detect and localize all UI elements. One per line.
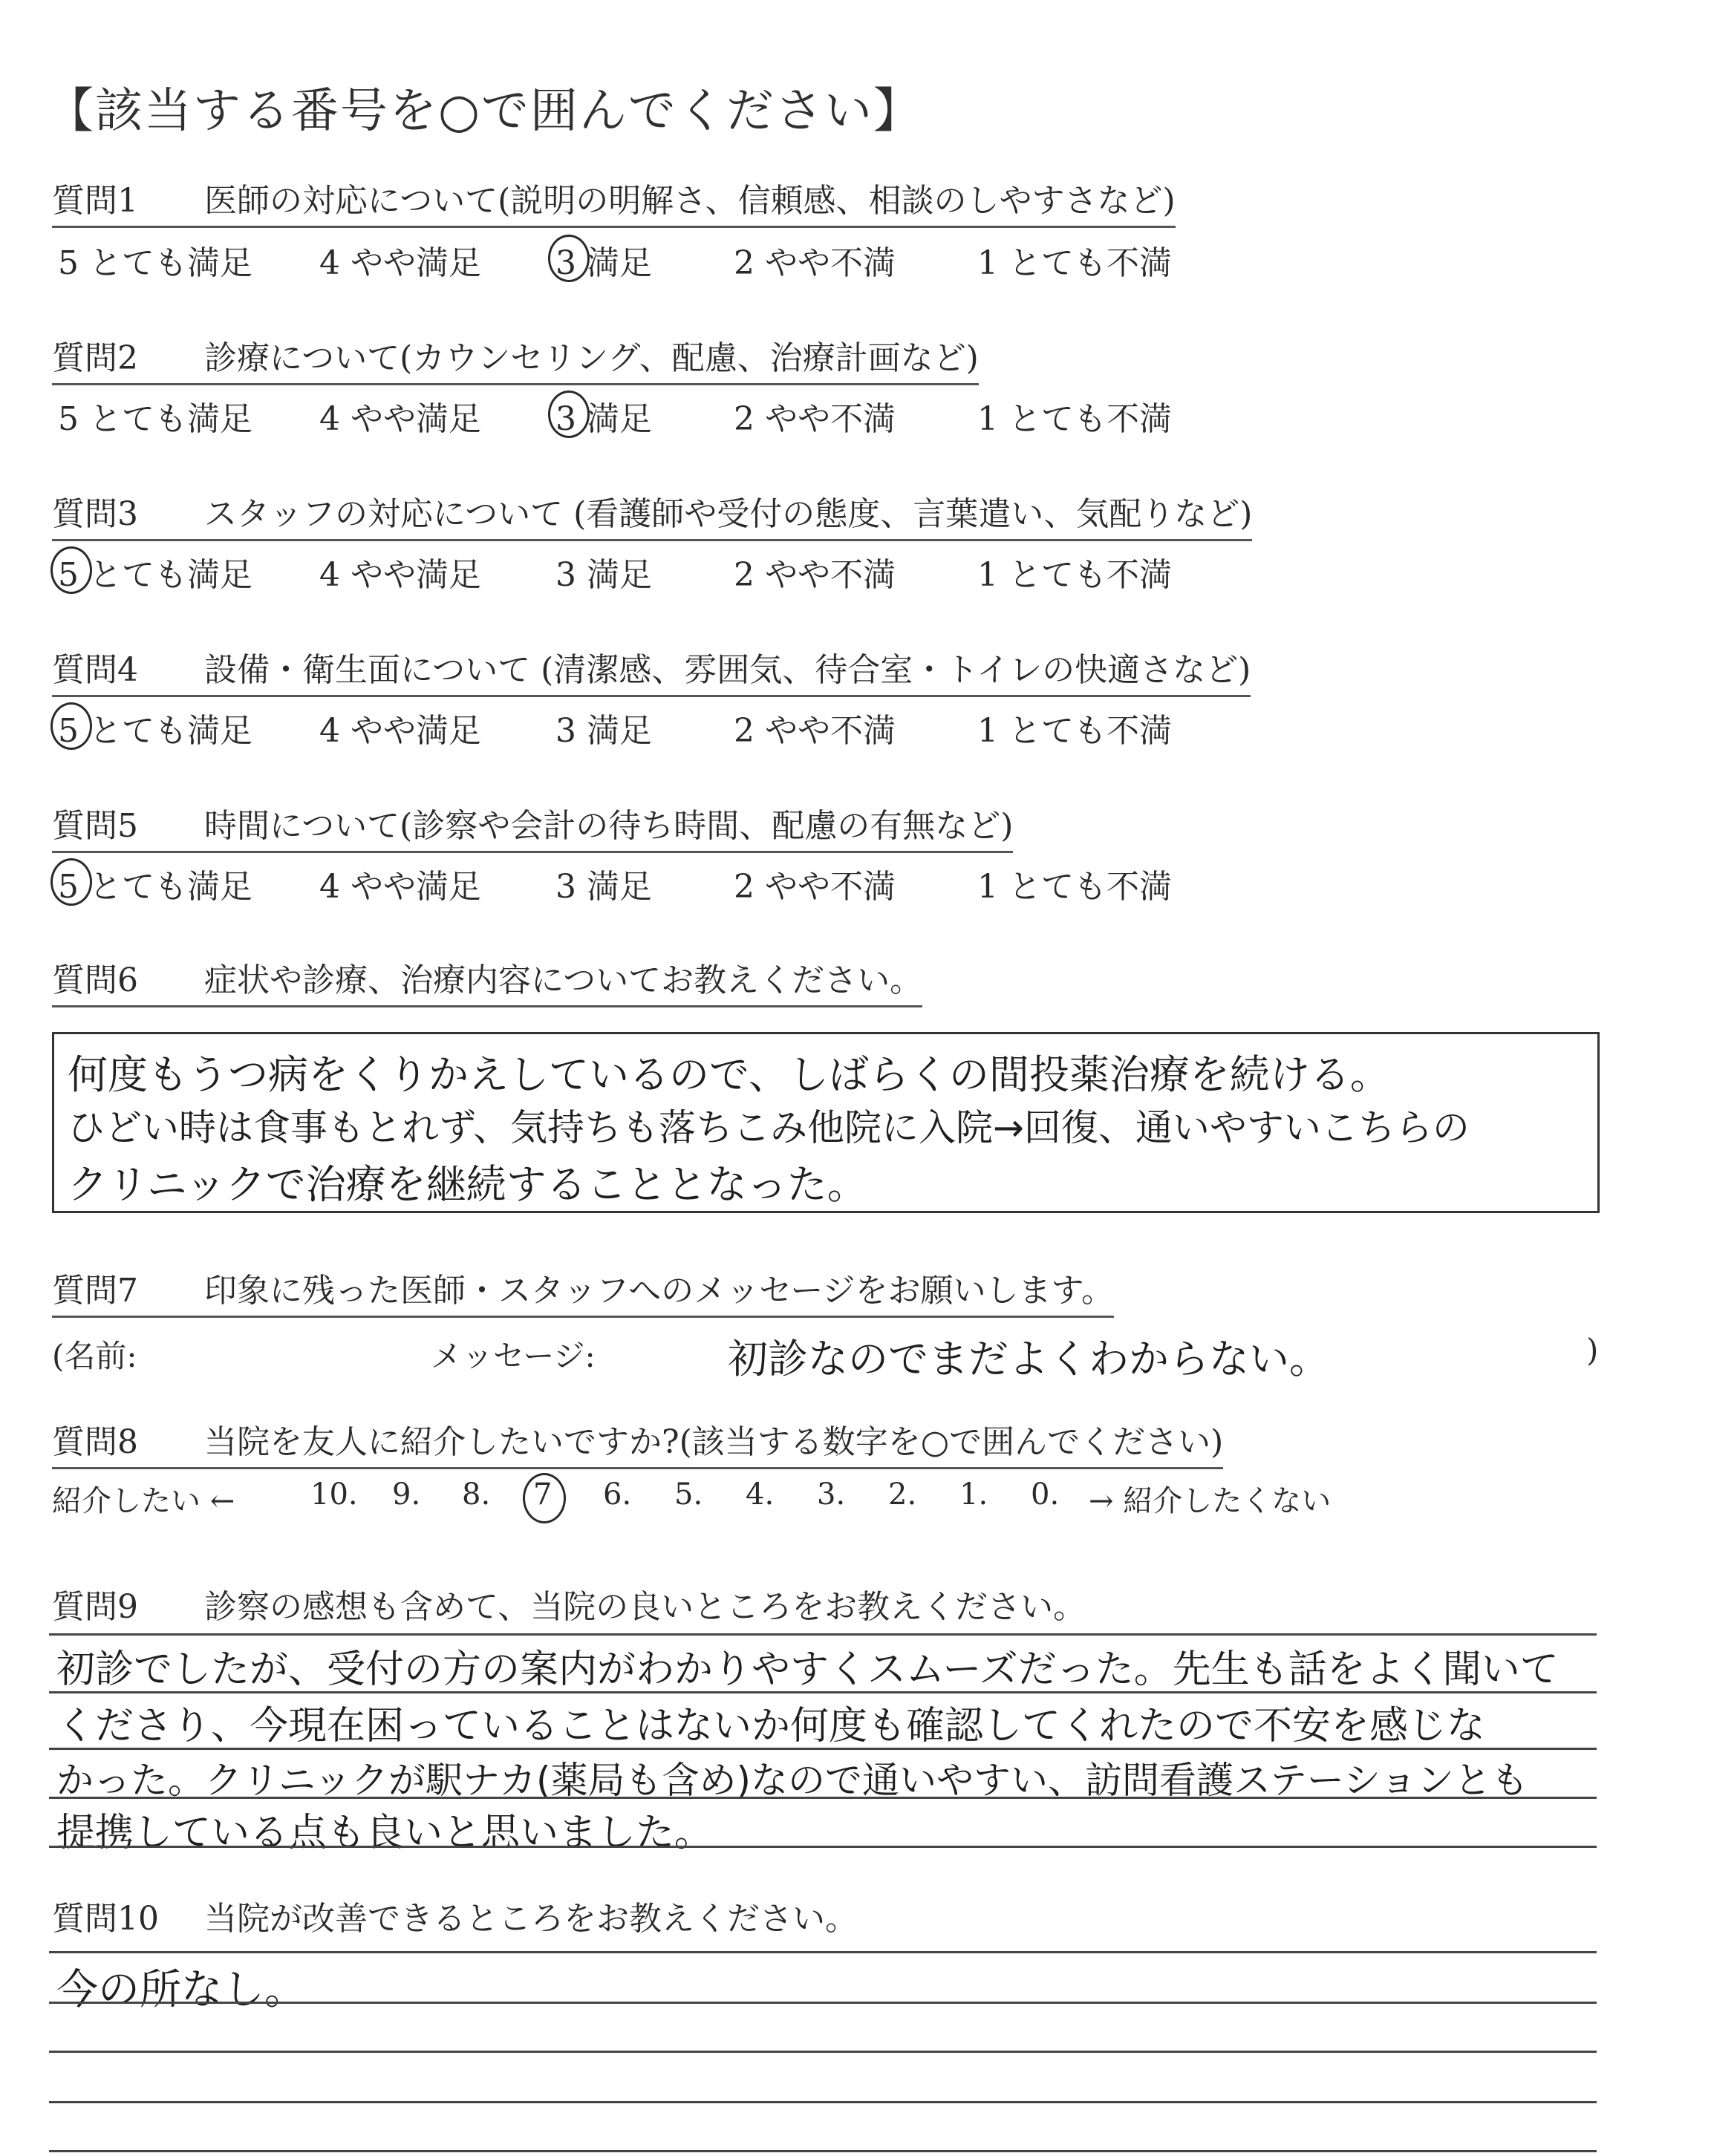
handwritten-line: 初診でしたが、受付の方の案内がわかりやすくスムーズだった。先生も話をよく聞いて: [56, 1647, 1559, 1692]
option-1[interactable]: 1 とても不満: [977, 712, 1172, 750]
answer-line: [49, 1633, 1597, 1636]
answer-line: [49, 1951, 1597, 1953]
question-text: 当院が改善できるところをお教えください。: [204, 1900, 858, 1938]
question-7: [52, 1264, 1114, 1318]
question-9: [52, 1580, 1086, 1632]
question-number: 質問6: [52, 961, 138, 999]
question-number: 質問2: [52, 339, 138, 377]
question-text: 症状や診療、治療内容についてお教えください。: [204, 961, 923, 999]
option-5[interactable]: 5 とても満足: [58, 244, 252, 282]
option-1[interactable]: 1 とても不満: [977, 868, 1172, 906]
question-number: 質問4: [52, 651, 138, 689]
message-label: メッセージ:: [431, 1338, 596, 1374]
scale-9[interactable]: 9.: [392, 1477, 421, 1512]
rating-options-4: [0, 704, 1711, 748]
question-number: 質問7: [52, 1272, 138, 1310]
handwritten-line: ひどい時は食事もとれず、気持ちも落ちこみ他院に入院→回復、通いやすいこちらの: [68, 1106, 1470, 1149]
option-5[interactable]: 5 とても満足: [58, 400, 252, 438]
handwritten-line: クリニックで治療を継続することとなった。: [68, 1161, 867, 1208]
option-5-selected[interactable]: 5 とても満足: [58, 860, 252, 907]
answer-line: [49, 1748, 1597, 1750]
handwritten-message[interactable]: 初診なのでまだよくわからない。: [728, 1336, 1329, 1382]
answer-line: [49, 2150, 1597, 2152]
option-4[interactable]: 4 やや満足: [319, 712, 481, 750]
question-3: [52, 487, 1252, 541]
question-4: [52, 643, 1251, 697]
handwritten-line: 今の所なし。: [56, 1966, 306, 2014]
scale-left-label: 紹介したい ←: [52, 1484, 235, 1518]
option-5-selected[interactable]: 5 とても満足: [58, 548, 252, 595]
page-header: 【該当する番号を○で囲んでください】: [46, 84, 922, 139]
option-4[interactable]: 4 やや満足: [319, 868, 481, 906]
option-2[interactable]: 2 やや不満: [734, 244, 896, 282]
option-3-selected[interactable]: 3 満足: [555, 236, 652, 284]
scale-10[interactable]: 10.: [310, 1477, 358, 1512]
option-2[interactable]: 2 やや不満: [734, 556, 896, 594]
handwritten-line: 提携している点も良いと思いました。: [56, 1811, 714, 1855]
option-5-selected[interactable]: 5 とても満足: [58, 704, 252, 751]
answer-line: [49, 2002, 1597, 2004]
option-2[interactable]: 2 やや不満: [734, 400, 896, 438]
handwritten-line: くださり、今現在困っていることはないか何度も確認してくれたので不安を感じな: [56, 1704, 1486, 1748]
question-1: [52, 174, 1176, 228]
scale-2[interactable]: 2.: [888, 1477, 917, 1512]
scale-8[interactable]: 8.: [462, 1477, 491, 1512]
rating-options-1: [0, 236, 1711, 281]
option-4[interactable]: 4 やや満足: [319, 556, 481, 594]
scale-5[interactable]: 5.: [674, 1477, 703, 1512]
scale-4[interactable]: 4.: [746, 1477, 775, 1512]
question-text: スタッフの対応について (看護師や受付の態度、言葉遣い、気配りなど): [204, 495, 1253, 533]
question-6: [52, 953, 922, 1007]
option-4[interactable]: 4 やや満足: [319, 400, 481, 438]
answer-box-6[interactable]: [52, 1032, 1600, 1213]
scale-0[interactable]: 0.: [1031, 1477, 1060, 1512]
question-number: 質問9: [52, 1588, 138, 1626]
option-1[interactable]: 1 とても不満: [977, 556, 1172, 594]
option-3[interactable]: 3 満足: [555, 712, 652, 750]
close-paren: ): [1586, 1332, 1599, 1368]
rating-options-2: [0, 392, 1711, 437]
question-2: [52, 331, 979, 385]
name-label: (名前:: [52, 1338, 137, 1374]
option-4[interactable]: 4 やや満足: [319, 244, 481, 282]
question-text: 診療について(カウンセリング、配慮、治療計画など): [204, 339, 979, 377]
question-number: 質問5: [52, 807, 138, 845]
handwritten-line: かった。クリニックが駅ナカ(薬局も含め)なので通いやすい、訪問看護ステーションとも: [56, 1759, 1529, 1802]
question-text: 設備・衛生面について (清潔感、雰囲気、待合室・トイレの快適さなど): [204, 651, 1251, 689]
question-text: 診察の感想も含めて、当院の良いところをお教えください。: [204, 1588, 1086, 1626]
option-2[interactable]: 2 やや不満: [734, 868, 896, 906]
question-5: [52, 799, 1013, 853]
message-row: [0, 1327, 1711, 1387]
rating-options-5: [0, 860, 1711, 904]
answer-line: [49, 1797, 1597, 1799]
question-text: 印象に残った医師・スタッフへのメッセージをお願いします。: [204, 1272, 1114, 1310]
scale-1[interactable]: 1.: [959, 1477, 988, 1512]
question-number: 質問3: [52, 495, 138, 533]
question-text: 時間について(診察や会計の待ち時間、配慮の有無など): [204, 807, 1014, 845]
handwritten-line: 何度もうつ病をくりかえしているので、しばらくの間投薬治療を続ける。: [68, 1051, 1390, 1098]
question-10: [52, 1892, 858, 1944]
option-3[interactable]: 3 満足: [555, 556, 652, 594]
question-number: 質問10: [52, 1900, 159, 1938]
scale-right-label: → 紹介したくない: [1089, 1484, 1332, 1518]
answer-line: [49, 1846, 1597, 1848]
answer-line: [49, 2101, 1597, 2103]
scale-6[interactable]: 6.: [603, 1477, 632, 1512]
option-3[interactable]: 3 満足: [555, 868, 652, 906]
option-1[interactable]: 1 とても不満: [977, 244, 1172, 282]
answer-line: [49, 1691, 1597, 1693]
question-text: 当院を友人に紹介したいですか?(該当する数字を○で囲んでください): [204, 1423, 1224, 1461]
scale-3[interactable]: 3.: [817, 1477, 846, 1512]
scale-7-selected[interactable]: 7: [533, 1477, 553, 1512]
recommend-scale: [0, 1477, 1711, 1522]
question-number: 質問8: [52, 1423, 138, 1461]
answer-line: [49, 2051, 1597, 2053]
option-2[interactable]: 2 やや不満: [734, 712, 896, 750]
option-3-selected[interactable]: 3 満足: [555, 392, 652, 440]
option-1[interactable]: 1 とても不満: [977, 400, 1172, 438]
rating-options-3: [0, 548, 1711, 592]
question-text: 医師の対応について(説明の明解さ、信頼感、相談のしやすさなど): [204, 182, 1176, 220]
question-number: 質問1: [52, 182, 138, 220]
question-8: [52, 1415, 1223, 1469]
